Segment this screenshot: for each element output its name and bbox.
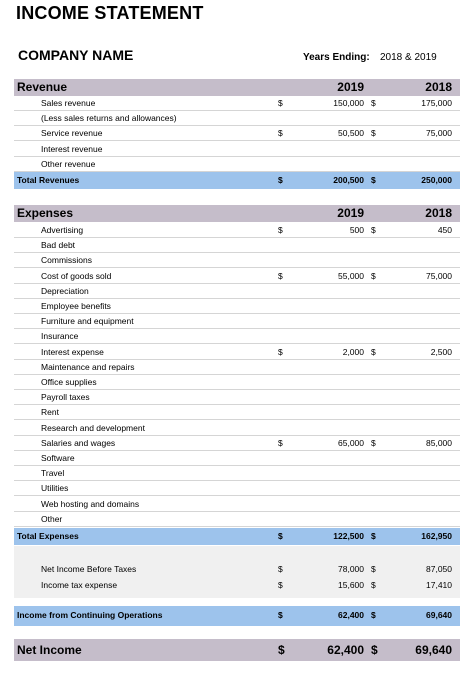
line-item-label: Bad debt xyxy=(41,240,76,251)
expenses-col-2018: 2018 xyxy=(425,206,452,220)
line-item-label: Sales revenue xyxy=(41,98,96,108)
line-item-row xyxy=(14,126,460,141)
line-item-row xyxy=(14,238,460,253)
line-item-row xyxy=(14,284,460,299)
line-item-label: Advertising xyxy=(41,225,84,235)
expenses-col-2019: 2019 xyxy=(337,206,364,220)
total-expenses-2018: 162,950 xyxy=(421,531,452,541)
currency-symbol: $ xyxy=(278,270,283,281)
currency-symbol: $ xyxy=(371,531,376,541)
years-ending-value: 2018 & 2019 xyxy=(380,52,437,63)
net-income-2019: 62,400 xyxy=(327,643,364,657)
currency-symbol: $ xyxy=(371,270,376,281)
line-item-label: Cost of goods sold xyxy=(41,270,112,281)
total-revenues-label: Total Revenues xyxy=(17,175,80,185)
value-2019: 78,000 xyxy=(338,564,364,574)
total-expenses-label: Total Expenses xyxy=(17,531,79,541)
line-item-label: Employee benefits xyxy=(41,301,111,311)
line-item-row xyxy=(14,345,460,360)
line-item-row xyxy=(14,96,460,111)
value-2018: 2,500 xyxy=(430,346,452,357)
currency-symbol: $ xyxy=(371,610,376,620)
currency-symbol: $ xyxy=(278,437,283,448)
value-2018: 17,410 xyxy=(426,579,452,590)
currency-symbol: $ xyxy=(371,346,376,357)
line-item-label: Maintenance and repairs xyxy=(41,361,135,372)
line-item-row xyxy=(14,451,460,466)
total-expenses-row xyxy=(14,528,460,545)
continuing-operations-label: Income from Continuing Operations xyxy=(17,610,163,620)
line-item-row xyxy=(14,562,460,577)
value-2019: 150,000 xyxy=(333,98,364,108)
line-item-row xyxy=(14,111,460,126)
line-item-label: Net Income Before Taxes xyxy=(41,564,137,574)
line-item-label: Travel xyxy=(41,468,65,479)
line-item-row xyxy=(14,314,460,329)
line-item-label: Insurance xyxy=(41,331,79,342)
line-item-row xyxy=(14,375,460,390)
line-item-label: Other xyxy=(41,513,63,524)
line-item-label: Office supplies xyxy=(41,377,97,387)
value-2019: 500 xyxy=(349,225,364,235)
value-2018: 85,000 xyxy=(426,437,452,448)
net-income-2018: 69,640 xyxy=(415,643,452,657)
line-item-row xyxy=(14,360,460,375)
total-expenses-2019: 122,500 xyxy=(333,531,364,541)
revenue-col-2019: 2019 xyxy=(337,80,364,94)
line-item-row xyxy=(14,466,460,481)
line-item-row xyxy=(14,405,460,420)
currency-symbol: $ xyxy=(371,643,378,657)
line-item-row xyxy=(14,157,460,172)
currency-symbol: $ xyxy=(278,175,283,185)
net-income-label: Net Income xyxy=(17,643,82,657)
continuing-operations-2019: 62,400 xyxy=(338,610,364,620)
revenue-header xyxy=(14,79,460,96)
currency-symbol: $ xyxy=(278,579,283,590)
line-item-label: Other revenue xyxy=(41,158,96,169)
revenue-header-label: Revenue xyxy=(17,80,68,94)
line-item-label: Interest revenue xyxy=(41,143,103,154)
line-item-label: Web hosting and domains xyxy=(41,498,140,509)
value-2018: 87,050 xyxy=(426,564,452,574)
currency-symbol: $ xyxy=(371,579,376,590)
value-2019: 65,000 xyxy=(338,437,364,448)
line-item-label: Rent xyxy=(41,407,59,418)
line-item-label: Salaries and wages xyxy=(41,437,116,448)
line-item-row xyxy=(14,436,460,451)
currency-symbol: $ xyxy=(278,225,283,235)
value-2018: 175,000 xyxy=(421,98,452,108)
line-item-label: Depreciation xyxy=(41,285,89,296)
currency-symbol: $ xyxy=(278,610,283,620)
line-item-label: Payroll taxes xyxy=(41,392,90,403)
line-item-row xyxy=(14,497,460,512)
line-item-row xyxy=(14,390,460,405)
line-item-row xyxy=(14,253,460,268)
line-item-label: Income tax expense xyxy=(41,579,118,590)
line-item-row xyxy=(14,269,460,284)
currency-symbol: $ xyxy=(278,98,283,108)
currency-symbol: $ xyxy=(278,346,283,357)
line-item-row xyxy=(14,481,460,496)
line-item-row xyxy=(14,512,460,527)
total-revenues-2019: 200,500 xyxy=(333,175,364,185)
line-item-label: Utilities xyxy=(41,483,69,494)
currency-symbol: $ xyxy=(278,128,283,139)
expenses-header xyxy=(14,205,460,222)
value-2018: 75,000 xyxy=(426,270,452,281)
continuing-operations-row xyxy=(14,606,460,626)
line-item-label: Service revenue xyxy=(41,128,103,139)
currency-symbol: $ xyxy=(371,128,376,139)
years-ending-label: Years Ending: xyxy=(303,52,370,63)
line-item-label: Commissions xyxy=(41,255,93,266)
line-item-row xyxy=(14,299,460,314)
continuing-operations-2018: 69,640 xyxy=(426,610,452,620)
currency-symbol: $ xyxy=(371,225,376,235)
line-item-label: (Less sales returns and allowances) xyxy=(41,113,177,124)
value-2019: 2,000 xyxy=(342,346,364,357)
currency-symbol: $ xyxy=(278,643,285,657)
value-2019: 15,600 xyxy=(338,579,364,590)
line-item-row xyxy=(14,578,460,593)
value-2018: 450 xyxy=(437,225,452,235)
total-revenues-2018: 250,000 xyxy=(421,175,452,185)
currency-symbol: $ xyxy=(371,175,376,185)
page-title: INCOME STATEMENT xyxy=(16,3,204,23)
expenses-header-label: Expenses xyxy=(17,206,74,220)
currency-symbol: $ xyxy=(371,564,376,574)
company-name: COMPANY NAME xyxy=(18,47,134,63)
value-2018: 75,000 xyxy=(426,128,452,139)
line-item-label: Research and development xyxy=(41,422,145,433)
line-item-label: Interest expense xyxy=(41,346,104,357)
line-item-row xyxy=(14,142,460,157)
value-2019: 50,500 xyxy=(338,128,364,139)
currency-symbol: $ xyxy=(278,564,283,574)
value-2019: 55,000 xyxy=(338,270,364,281)
line-item-label: Software xyxy=(41,453,75,463)
net-income-row xyxy=(14,639,460,661)
currency-symbol: $ xyxy=(371,437,376,448)
currency-symbol: $ xyxy=(371,98,376,108)
line-item-label: Furniture and equipment xyxy=(41,316,134,327)
line-item-row xyxy=(14,329,460,344)
revenue-col-2018: 2018 xyxy=(425,80,452,94)
currency-symbol: $ xyxy=(278,531,283,541)
total-revenues-row xyxy=(14,172,460,189)
line-item-row xyxy=(14,223,460,238)
line-item-row xyxy=(14,421,460,436)
